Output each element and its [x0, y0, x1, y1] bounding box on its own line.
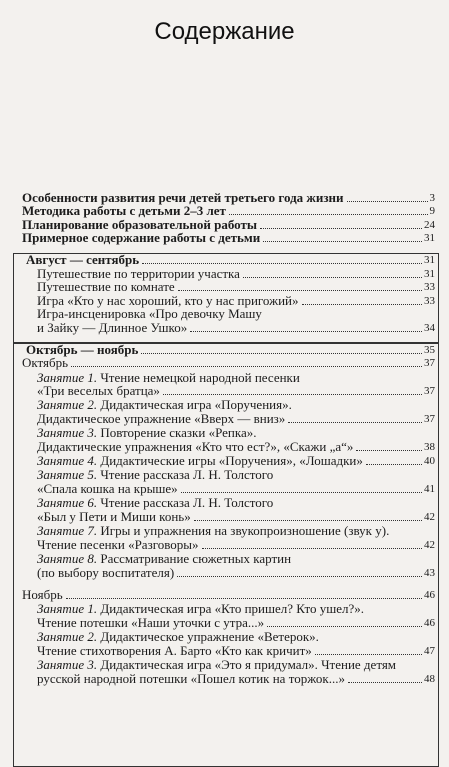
- toc-entry-text: (по выбору воспитателя): [37, 565, 175, 580]
- page-number: 47: [424, 645, 435, 657]
- dot-leader: [163, 394, 422, 395]
- toc-entry-title: [37, 321, 187, 335]
- toc-entry-title: [37, 440, 353, 454]
- lesson-number: Занятие 6.: [37, 495, 98, 510]
- toc-entry-text: Дидактическая игра «Поручения».: [97, 397, 292, 412]
- dot-leader: [66, 598, 422, 599]
- toc-entry: [37, 658, 435, 672]
- toc-entry-text: Чтение песенки «Разговоры»: [37, 537, 199, 552]
- page-number: 31: [424, 254, 435, 266]
- page-number: 40: [424, 455, 435, 467]
- toc-entry-title: [37, 384, 160, 398]
- toc-entry-title: [37, 672, 345, 686]
- toc-entry: [37, 440, 435, 454]
- page-number: 9: [429, 205, 435, 217]
- dot-leader: [229, 214, 428, 215]
- toc-entry: [37, 644, 435, 658]
- page-number: 41: [424, 483, 435, 495]
- toc-entry: [37, 454, 435, 468]
- toc-entry-title: [37, 630, 319, 644]
- lesson-number: Занятие 2.: [37, 397, 98, 412]
- toc-entry-title: [37, 602, 364, 616]
- bleed-through-texture: [60, 52, 440, 172]
- page-number: 33: [424, 295, 435, 307]
- toc-entry-title: [37, 538, 199, 552]
- toc-entry-title: [37, 658, 396, 672]
- lesson-number: Занятие 8.: [37, 551, 98, 566]
- toc-entry: [37, 672, 435, 686]
- dot-leader: [194, 520, 422, 521]
- dot-leader: [177, 576, 422, 577]
- toc-entry-title: [37, 468, 273, 482]
- dot-leader: [302, 304, 423, 305]
- lesson-number: Занятие 2.: [37, 629, 98, 644]
- page-number: 37: [424, 413, 435, 425]
- toc-entry-title: [37, 482, 178, 496]
- toc-entry: [37, 602, 435, 616]
- toc-entry: [37, 280, 435, 294]
- dot-leader: [181, 492, 422, 493]
- page-number: 35: [424, 344, 435, 356]
- toc-entry-text: Примерное содержание работы с детьми: [22, 230, 261, 245]
- toc-entry-text: Дидактические игры «Поручения», «Лошадки»: [97, 453, 363, 468]
- dot-leader: [243, 277, 422, 278]
- page-number: 37: [424, 385, 435, 397]
- toc-entry-text: Ноябрь: [22, 587, 63, 602]
- dot-leader: [366, 464, 422, 465]
- toc-entry-title: [37, 510, 191, 524]
- toc-entry-title: [37, 412, 285, 426]
- toc-entry: [22, 204, 435, 218]
- page-number: 42: [424, 511, 435, 523]
- toc-entry-text: Повторение сказки «Репка».: [97, 425, 257, 440]
- dot-leader: [178, 290, 422, 291]
- dot-leader: [71, 366, 422, 367]
- toc-entry-title: [37, 426, 257, 440]
- toc-entry: [26, 343, 435, 357]
- toc-entry-text: Методика работы с детьми 2–3 лет: [22, 203, 226, 218]
- toc-entry-text: Чтение стихотворения А. Барто «Кто как кричит»: [37, 643, 312, 658]
- page-number: 43: [424, 567, 435, 579]
- dot-leader: [267, 626, 422, 627]
- page-number: 31: [424, 268, 435, 280]
- toc-entry: [37, 496, 435, 510]
- page-number: 34: [424, 322, 435, 334]
- toc-entry: [37, 524, 435, 538]
- dot-leader: [202, 548, 423, 549]
- toc-entry-text: Рассматривание сюжетных картин: [97, 551, 292, 566]
- toc-entry-text: и Зайку — Длинное Ушко»: [37, 320, 188, 335]
- dot-leader: [142, 263, 422, 264]
- toc-entry-text: Планирование образовательной работы: [22, 217, 258, 232]
- toc-entry-title: [26, 253, 139, 267]
- toc-entry: [37, 426, 435, 440]
- toc-entry-text: Чтение рассказа Л. Н. Толстого: [97, 495, 274, 510]
- toc-entry-text: Дидактическая игра «Это я придумал». Чтение детям: [97, 657, 397, 672]
- toc-entry-title: [37, 280, 175, 294]
- page-number: 33: [424, 281, 435, 293]
- toc-entry-text: «Был у Пети и Миши конь»: [37, 509, 191, 524]
- toc-entry-title: [37, 524, 389, 538]
- page-number: 31: [424, 232, 435, 244]
- lesson-number: Занятие 3.: [37, 425, 98, 440]
- toc-entry-title: [22, 356, 68, 370]
- toc-entry: [37, 510, 435, 524]
- dot-leader: [288, 422, 422, 423]
- toc-entry: [37, 398, 435, 412]
- toc-entry-title: [37, 454, 363, 468]
- dot-leader: [348, 682, 422, 683]
- toc-entry-text: «Спала кошка на крыше»: [37, 481, 178, 496]
- toc-entry-text: Путешествие по территории участка: [37, 266, 240, 281]
- lesson-number: Занятие 3.: [37, 657, 98, 672]
- toc-entry-text: Путешествие по комнате: [37, 279, 175, 294]
- dot-leader: [315, 654, 422, 655]
- toc-entry-text: Особенности развития речи детей третьего года жизни: [22, 190, 344, 205]
- page-number: 46: [424, 617, 435, 629]
- toc-entry: [22, 231, 435, 245]
- toc-entry-text: Игра-инсценировка «Про девочку Машу: [37, 306, 262, 321]
- dot-leader: [356, 450, 422, 451]
- toc-entry: [37, 468, 435, 482]
- toc-entry-text: Чтение рассказа Л. Н. Толстого: [97, 467, 274, 482]
- toc-entry-title: [37, 566, 174, 580]
- toc-entry-text: Игры и упражнения на звукопроизношение (звук у).: [97, 523, 390, 538]
- toc-entry: [37, 321, 435, 335]
- toc-entry-title: [37, 307, 262, 321]
- lesson-number: Занятие 4.: [37, 453, 98, 468]
- toc-entry: [37, 552, 435, 566]
- toc-entry-title: [37, 496, 273, 510]
- toc-entry: [37, 538, 435, 552]
- lesson-number: Занятие 5.: [37, 467, 98, 482]
- toc-entry-title: [22, 588, 63, 602]
- toc-entry-text: Дидактическое упражнение «Ветерок».: [97, 629, 319, 644]
- toc-entry: [22, 356, 435, 370]
- lesson-number: Занятие 1.: [37, 370, 98, 385]
- page-number: 42: [424, 539, 435, 551]
- toc-entry: [37, 630, 435, 644]
- toc-entry-title: [37, 644, 312, 658]
- toc-entry-text: Дидактическое упражнение «Вверх — вниз»: [37, 411, 286, 426]
- lesson-number: Занятие 1.: [37, 601, 98, 616]
- page-number: 24: [424, 219, 435, 231]
- toc-entry-title: [22, 231, 260, 245]
- toc-entry-text: Чтение немецкой народной песенки: [97, 370, 300, 385]
- dot-leader: [260, 228, 422, 229]
- page-number: 3: [429, 192, 435, 204]
- toc-entry-text: Дидактическая игра «Кто пришел? Кто ушел?».: [97, 601, 365, 616]
- toc-entry: [22, 588, 435, 602]
- toc-entry-text: Август — сентябрь: [26, 252, 140, 267]
- dot-leader: [263, 241, 422, 242]
- toc-entry-title: [37, 398, 292, 412]
- page-number: 46: [424, 589, 435, 601]
- toc-entry-text: Октябрь — ноябрь: [26, 342, 139, 357]
- page-title: Содержание: [154, 18, 295, 45]
- toc-entry: [37, 616, 435, 630]
- toc-entry-title: [22, 204, 226, 218]
- dot-leader: [141, 353, 422, 354]
- toc-entry-title: [37, 552, 291, 566]
- toc-entry: [37, 566, 435, 580]
- toc-entry-text: Чтение потешки «Наши уточки с утра...»: [37, 615, 265, 630]
- toc-entry-text: Дидактические упражнения «Кто что ест?», «Скажи „а“»: [37, 439, 354, 454]
- toc-entry: [37, 384, 435, 398]
- toc-entry-text: Октябрь: [22, 355, 69, 370]
- dot-leader: [190, 331, 422, 332]
- toc-entry: [26, 253, 435, 267]
- dot-leader: [347, 201, 428, 202]
- page-number: 48: [424, 673, 435, 685]
- lesson-number: Занятие 7.: [37, 523, 98, 538]
- toc-entry-title: [37, 616, 264, 630]
- page-number: 37: [424, 357, 435, 369]
- toc-entry-text: Игра «Кто у нас хороший, кто у нас пригожий»: [37, 293, 299, 308]
- toc-entry: [37, 412, 435, 426]
- toc-entry: [37, 482, 435, 496]
- toc-entry-text: «Три веселых братца»: [37, 383, 160, 398]
- toc-entry-text: русской народной потешки «Пошел котик на торжок...»: [37, 671, 345, 686]
- toc-entry: [37, 307, 435, 321]
- page-number: 38: [424, 441, 435, 453]
